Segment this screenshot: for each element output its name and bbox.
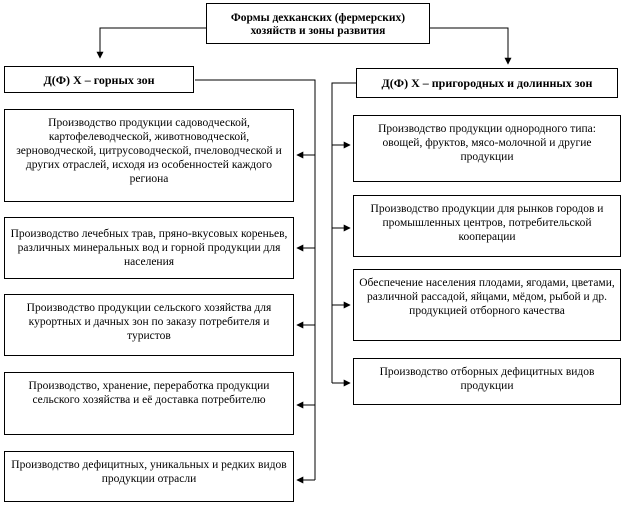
right-item-1-text: Производство продукции однородного типа: овощей, фруктов, мясо-молочной и другие продукции (378, 123, 596, 163)
left-item-3-text: Производство продукции сельского хозяйства для курортных и дачных зон по заказу потребителя и туристов (26, 302, 272, 342)
left-item-1-text: Производство продукции садоводческой, картофелеводческой, животноводческой, зерноводческой, цитрусоводческой, пчеловодческой и других отраслей, исходя из особенностей каждого региона (16, 117, 282, 185)
left-item-2 (4, 217, 294, 279)
right-header-text: Д(Ф) Х – пригородных и долинных зон (381, 76, 593, 90)
left-item-5 (4, 451, 294, 502)
right-item-3 (353, 269, 621, 341)
left-item-4 (4, 372, 294, 435)
left-item-5-text: Производство дефицитных, уникальных и редких видов продукции отрасли (11, 459, 287, 485)
right-item-4-text: Производство отборных дефицитных видов продукции (379, 366, 595, 392)
left-item-4-text: Производство, хранение, переработка продукции сельского хозяйства и её доставка потребителю (28, 380, 270, 406)
right-header (356, 68, 618, 98)
left-header-text: Д(Ф) Х – горных зон (43, 72, 155, 87)
right-item-2 (353, 195, 621, 257)
top-box (206, 3, 430, 44)
arrow-top-to-right (430, 28, 508, 64)
left-item-2-text: Производство лечебных трав, пряно-вкусовых кореньев, различных минеральных вод и горной продукции для населения (10, 228, 288, 268)
arrow-top-to-left (100, 28, 206, 58)
right-item-1 (353, 115, 621, 182)
left-item-1 (4, 109, 294, 202)
right-item-4 (353, 358, 621, 405)
left-header (4, 66, 194, 93)
right-item-3-text: Обеспечение населения плодами, ягодами, цветами, различной рассадой, яйцами, мёдом, рыбой и др. продукцией отборного качества (359, 277, 615, 317)
left-item-3 (4, 294, 294, 356)
right-item-2-text: Производство продукции для рынков городов и промышленных центров, потребительской кооперации (370, 203, 604, 243)
top-box-text: Формы дехканских (фермерских) хозяйств и зоны развития (230, 12, 406, 37)
